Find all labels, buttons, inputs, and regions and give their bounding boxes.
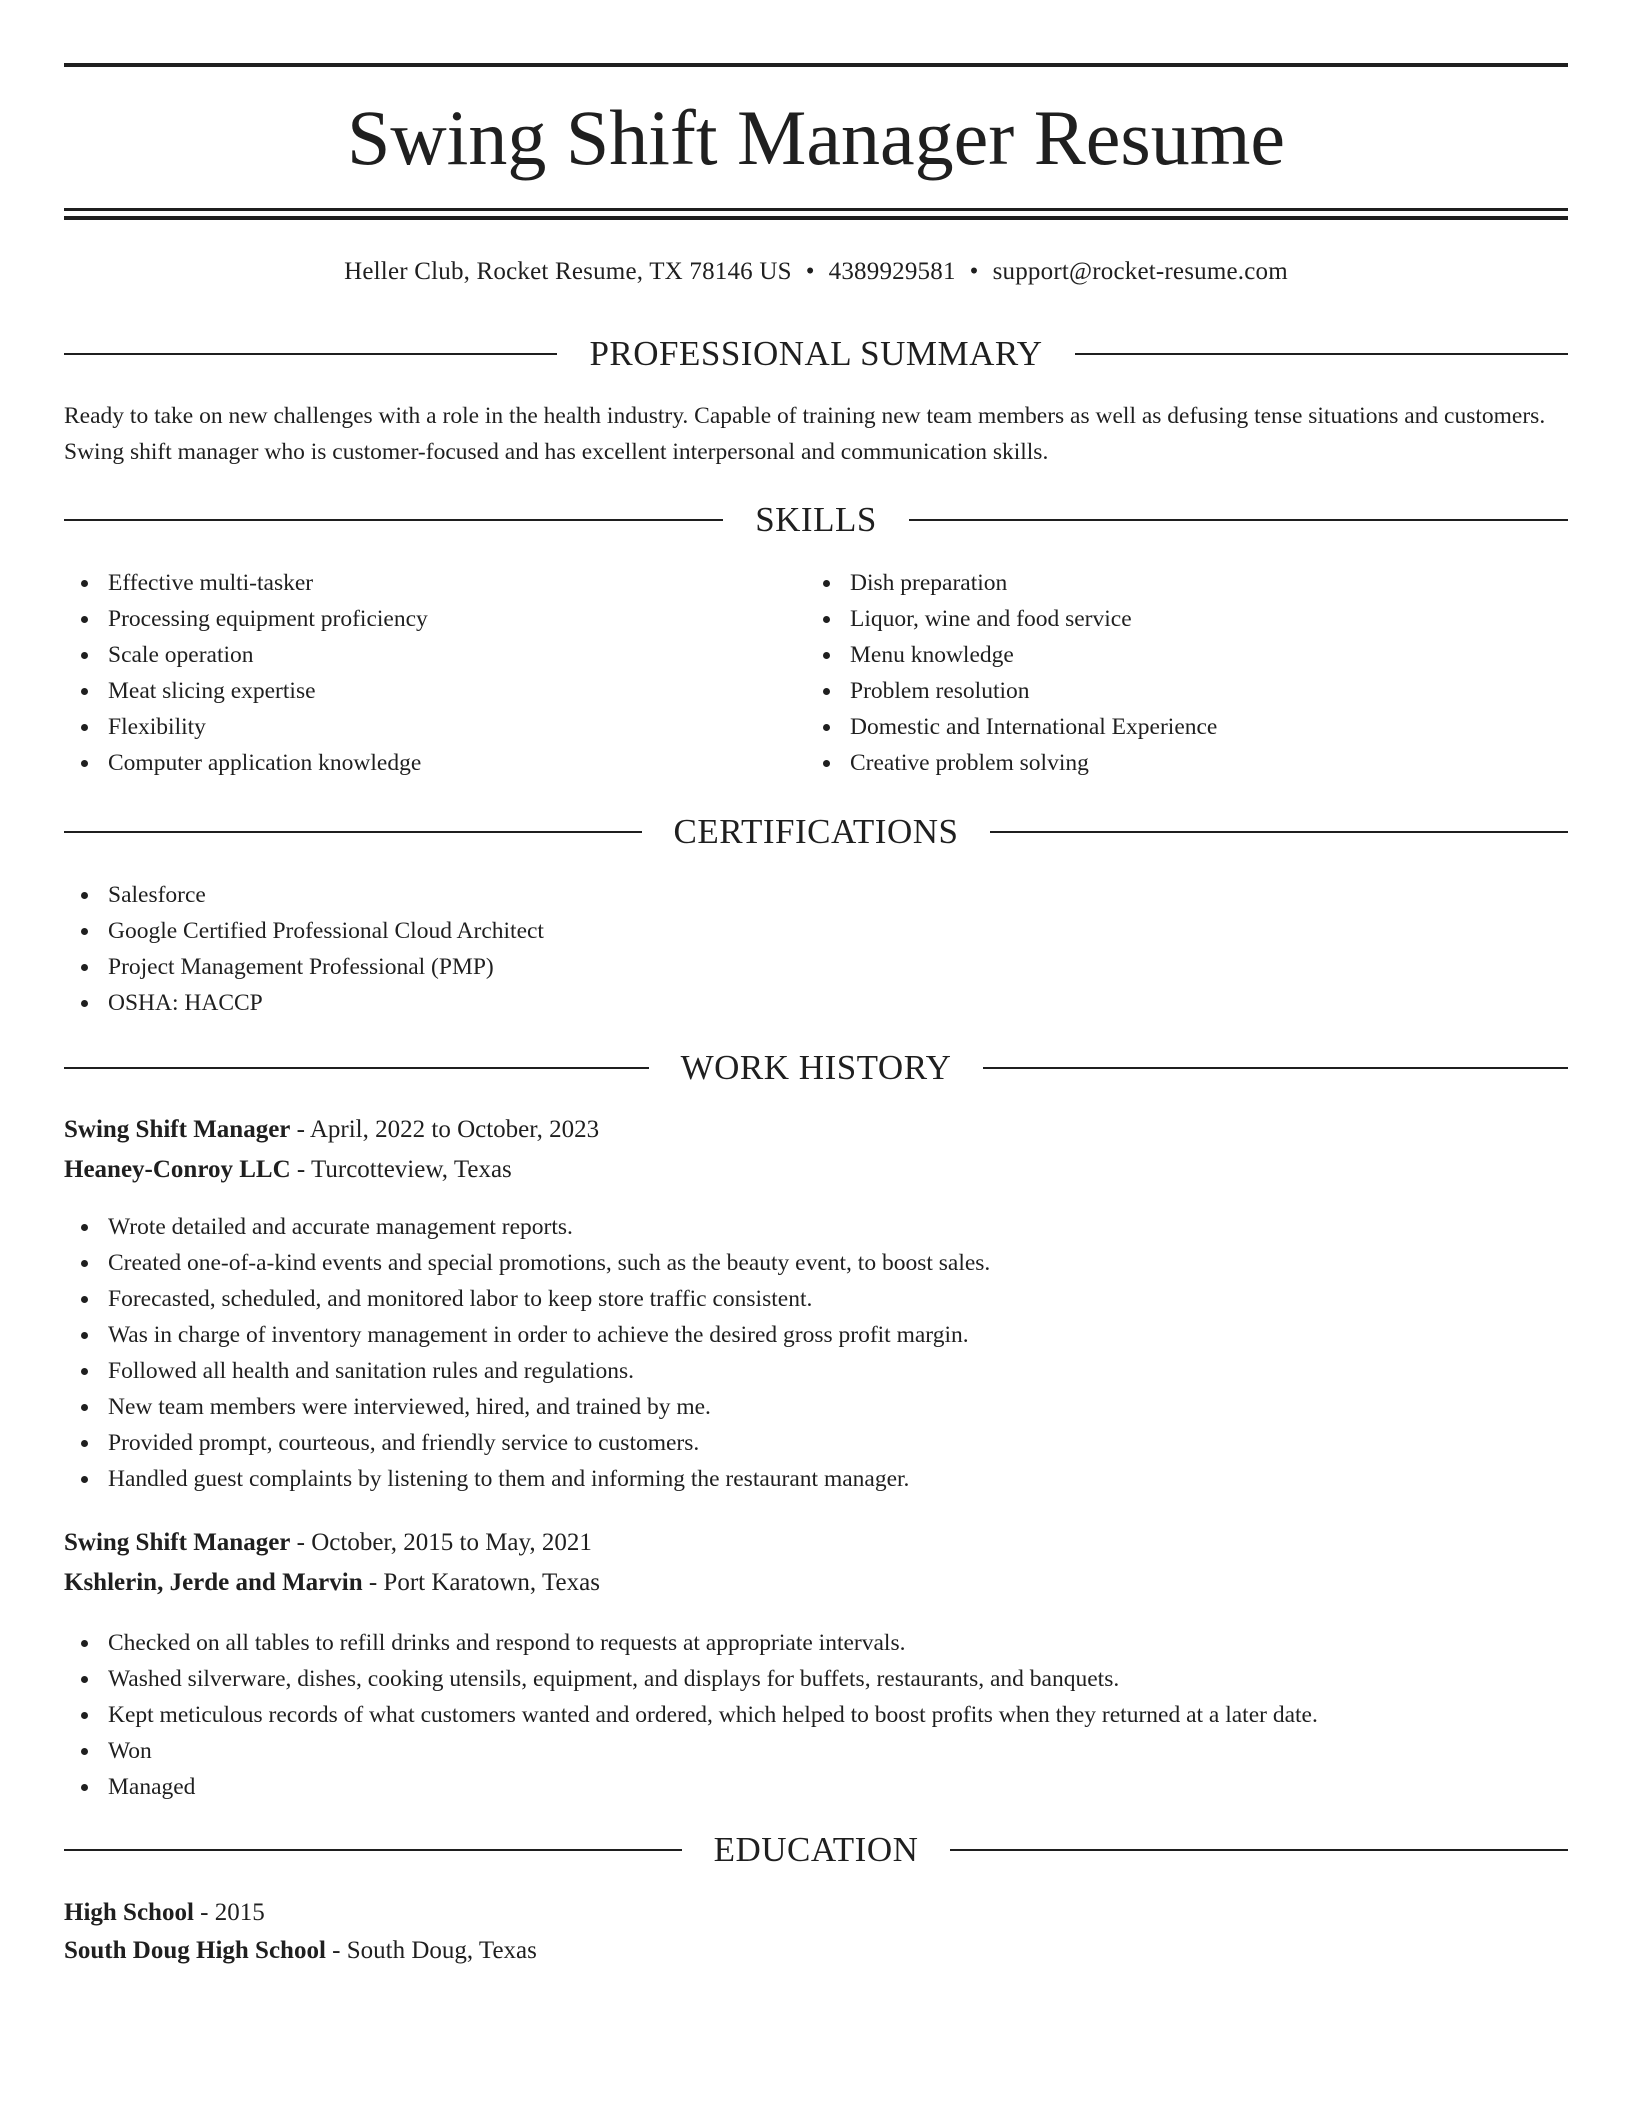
section-heading-certifications [64,807,1568,857]
heading-rule [64,1849,682,1851]
job-duty: Checked on all tables to refill drinks and respond to requests at appropriate intervals. [64,1625,1568,1661]
job-duty: Washed silverware, dishes, cooking utensils, equipment, and displays for buffets, restaurants, and banquets. [64,1661,1568,1697]
job-title: Swing Shift Manager [64,1116,291,1143]
job-duty: Wrote detailed and accurate management reports. [64,1209,1568,1245]
skills-list-right [806,565,1566,781]
job-duty: Was in charge of inventory management in order to achieve the desired gross profit margin. [64,1317,1568,1353]
skills-list-left [64,565,804,781]
rule-upper [64,208,1568,211]
contact-separator: • [805,258,815,285]
heading-rule [64,1067,649,1069]
education-location: - South Doug, Texas [325,1937,537,1964]
heading-rule [64,831,642,833]
job-duty: Created one-of-a-kind events and special promotions, such as the beauty event, to boost sales. [64,1245,1568,1281]
contact-address: Heller Club, Rocket Resume, TX 78146 US [344,258,792,285]
skill-item: Domestic and International Experience [806,709,1566,745]
heading-rule [64,353,557,355]
contact-line [64,254,1568,290]
job-duty: New team members were interviewed, hired, and trained by me. [64,1389,1568,1425]
heading-rule [909,519,1568,521]
section-heading-summary [64,329,1568,379]
education-degree-line [64,1894,1568,1932]
skill-item: Dish preparation [806,565,1566,601]
rule-lower [64,216,1568,220]
skill-item: Menu knowledge [806,637,1566,673]
section-title: CERTIFICATIONS [673,812,959,851]
heading-rule [990,831,1568,833]
skill-item: Scale operation [64,637,804,673]
job-company-line [64,1151,1568,1189]
job-title-line [64,1111,1568,1149]
skill-item: Flexibility [64,709,804,745]
section-title: EDUCATION [713,1830,919,1869]
skill-item: Processing equipment proficiency [64,601,804,637]
skill-item: Meat slicing expertise [64,673,804,709]
job-duty: Provided prompt, courteous, and friendly service to customers. [64,1425,1568,1461]
certification-item: Google Certified Professional Cloud Architect [64,913,1568,949]
certification-item: Salesforce [64,877,1568,913]
section-title: WORK HISTORY [680,1048,952,1087]
contact-phone: 4389929581 [828,258,956,285]
job-duty: Managed [64,1769,1568,1805]
skill-item: Creative problem solving [806,745,1566,781]
job-duty: Won [64,1733,1568,1769]
job-title: Swing Shift Manager [64,1529,291,1556]
skill-item: Liquor, wine and food service [806,601,1566,637]
skill-item: Effective multi-tasker [64,565,804,601]
resume-title: Swing Shift Manager Resume [346,94,1286,181]
education-school: South Doug High School [64,1937,326,1964]
section-heading-skills [64,495,1568,545]
contact-email: support@rocket-resume.com [992,258,1288,285]
contact-separator: • [969,258,979,285]
job-company: Kshlerin, Jerde and Marvin [64,1569,363,1596]
summary-text: Ready to take on new challenges with a role in the health industry. Capable of training new team members as well as defusing tense situations and customers. Swing shift manager who is customer-focused and has excellent interpersonal and communication skills. [64,403,1546,465]
section-heading-education [64,1825,1568,1875]
certification-item: Project Management Professional (PMP) [64,949,1568,985]
title-double-rule [64,208,1568,220]
job-location: - Port Karatown, Texas [362,1569,600,1596]
certifications-list [64,877,1568,1021]
heading-rule [64,519,723,521]
section-heading-work-history [64,1043,1568,1093]
job-company-line [64,1564,1568,1602]
skill-item: Problem resolution [806,673,1566,709]
education-degree: High School [64,1899,194,1926]
skill-item: Computer application knowledge [64,745,804,781]
job-duty: Forecasted, scheduled, and monitored labor to keep store traffic consistent. [64,1281,1568,1317]
heading-rule [983,1067,1568,1069]
job-dates: - April, 2022 to October, 2023 [290,1116,600,1143]
education-year: - 2015 [193,1899,265,1926]
job-duty: Followed all health and sanitation rules and regulations. [64,1353,1568,1389]
job-duty: Kept meticulous records of what customers wanted and ordered, which helped to boost profits when they returned at a later date. [64,1697,1568,1733]
education-school-line [64,1932,1568,1970]
section-title: PROFESSIONAL SUMMARY [589,334,1043,373]
top-rule [64,63,1568,67]
job-title-line [64,1524,1568,1562]
job-location: - Turcotteview, Texas [290,1156,512,1183]
job-duties-list [64,1209,1568,1497]
section-title: SKILLS [755,500,877,539]
heading-rule [1075,353,1568,355]
job-company: Heaney-Conroy LLC [64,1156,291,1183]
certification-item: OSHA: HACCP [64,985,1568,1021]
heading-rule [950,1849,1568,1851]
job-dates: - October, 2015 to May, 2021 [290,1529,592,1556]
job-duties-list [64,1625,1568,1805]
job-duty: Handled guest complaints by listening to them and informing the restaurant manager. [64,1461,1568,1497]
